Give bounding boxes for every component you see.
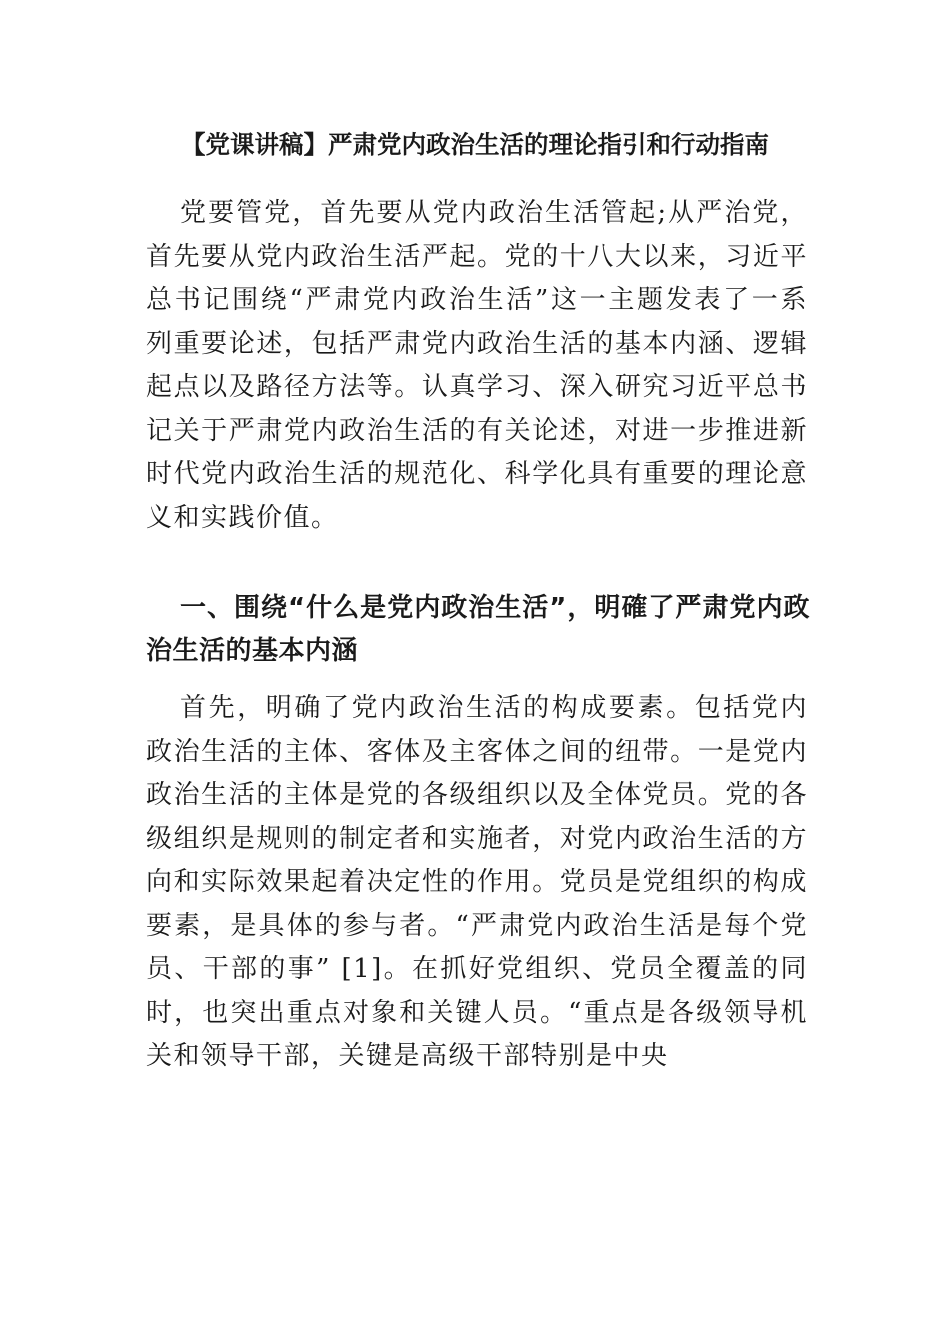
document-title: 【党课讲稿】严肃党内政治生活的理论指引和行动指南 [181, 130, 769, 159]
section-paragraph: 首先，明确了党内政治生活的构成要素。包括党内政治生活的主体、客体及主客体之间的纽带。一是党内政治生活的主体是党的各级组织以及全体党员。党的各级组织是规则的制定者和实施者，对党内政治生活的方向和实际效果起着决定性的作用。党员是党组织的构成要素，是具体的参与者。“严肃党内政治生活是每个党员、干部的事” [1]。在抓好党组织、党员全覆盖的同时，也突出重点对象和关键人员。“重点是各级领导机关和领导干部，关键是高级干部特别是中央 [146, 693, 808, 1071]
intro-paragraph: 党要管党，首先要从党内政治生活管起;从严治党，首先要从党内政治生活严起。党的十八大以来，习近平总书记围绕“严肃党内政治生活”这一主题发表了一系列重要论述，包括严肃党内政治生活的基本内涵、逻辑起点以及路径方法等。认真学习、深入研究习近平总书记关于严肃党内政治生活的有关论述，对进一步推进新时代党内政治生活的规范化、科学化具有重要的理论意义和实践价值。 [146, 198, 808, 533]
section-heading: 一、围绕“什么是党内政治生活”，明確了严肃党内政治生活的基本内涵 [146, 593, 810, 666]
